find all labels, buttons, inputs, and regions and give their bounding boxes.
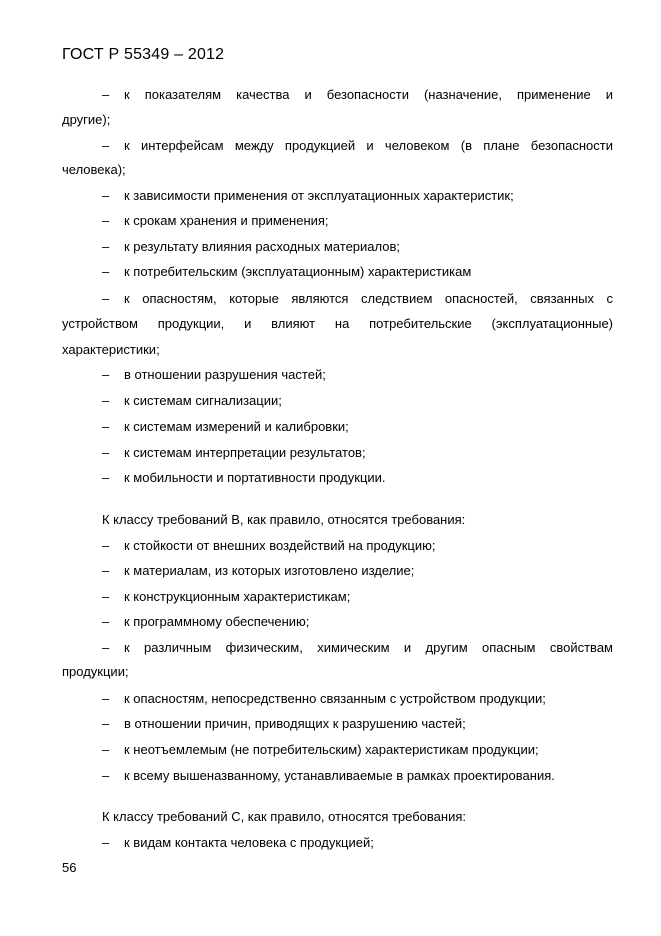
list-dash: – [102, 614, 110, 629]
list-dash: – [102, 716, 110, 731]
list-dash: – [102, 538, 110, 553]
list-dash: – [102, 291, 110, 306]
list-dash: – [102, 563, 110, 578]
list-dash: – [102, 640, 110, 655]
line-text: к опасностям, непосредственно связанным с устройством продукции; [124, 691, 546, 706]
list-item [102, 470, 613, 486]
list-item [102, 742, 613, 758]
line-text: к различным физическим, химическим и другим опасным свойствам [124, 640, 613, 655]
page-header-title: ГОСТ Р 55349 – 2012 [62, 46, 225, 63]
list-dash: – [102, 213, 110, 228]
list-item [102, 614, 613, 630]
list-item [102, 835, 613, 851]
paragraph-line [102, 809, 613, 825]
list-item [102, 264, 613, 280]
list-dash: – [102, 264, 110, 279]
line-text: к системам интерпретации результатов; [124, 445, 366, 460]
list-item [102, 393, 613, 409]
line-text: к системам измерений и калибровки; [124, 419, 349, 434]
line-text: к конструкционным характеристикам; [124, 589, 351, 604]
line-text: к всему вышеназванному, устанавливаемые в рамках проектирования. [124, 768, 555, 783]
list-dash: – [102, 470, 110, 485]
line-text: к опасностям, которые являются следствием опасностей, связанных с [124, 291, 613, 306]
line-text: характеристики; [62, 342, 160, 357]
list-dash: – [102, 742, 110, 757]
line-text: к стойкости от внешних воздействий на продукцию; [124, 538, 436, 553]
line-text: к интерфейсам между продукцией и человеком (в плане безопасности [124, 138, 613, 153]
list-item [102, 239, 613, 255]
list-dash: – [102, 589, 110, 604]
list-item [102, 188, 613, 204]
continuation-line [62, 112, 613, 128]
list-dash: – [102, 367, 110, 382]
line-text: человека); [62, 162, 126, 177]
line-text: К классу требований С, как правило, относятся требования: [102, 809, 466, 824]
list-item [102, 87, 613, 103]
list-item [102, 563, 613, 579]
line-text: другие); [62, 112, 111, 127]
line-text: продукции; [62, 664, 129, 679]
line-text: к зависимости применения от эксплуатационных характеристик; [124, 188, 514, 203]
line-text: к мобильности и портативности продукции. [124, 470, 386, 485]
line-text: к срокам хранения и применения; [124, 213, 329, 228]
continuation-line [62, 162, 613, 178]
list-item [102, 367, 613, 383]
line-text: к потребительским (эксплуатационным) характеристикам [124, 264, 472, 279]
line-text: к показателям качества и безопасности (назначение, применение и [124, 87, 613, 102]
line-text: К классу требований В, как правило, относятся требования: [102, 512, 466, 527]
list-item [102, 291, 613, 307]
line-text: к материалам, из которых изготовлено изделие; [124, 563, 415, 578]
line-text: в отношении причин, приводящих к разрушению частей; [124, 716, 466, 731]
line-text: к неотъемлемым (не потребительским) характеристикам продукции; [124, 742, 539, 757]
list-dash: – [102, 835, 110, 850]
list-item [102, 419, 613, 435]
list-dash: – [102, 138, 110, 153]
line-text: в отношении разрушения частей; [124, 367, 326, 382]
list-dash: – [102, 188, 110, 203]
list-item [102, 445, 613, 461]
list-dash: – [102, 445, 110, 460]
page-number: 56 [62, 860, 77, 875]
list-item [102, 538, 613, 554]
list-item [102, 589, 613, 605]
line-text: устройством продукции, и влияют на потребительские (эксплуатационные) [62, 316, 613, 331]
list-dash: – [102, 691, 110, 706]
list-item [102, 640, 613, 656]
list-dash: – [102, 87, 110, 102]
list-dash: – [102, 419, 110, 434]
continuation-line [62, 316, 613, 332]
line-text: к видам контакта человека с продукцией; [124, 835, 374, 850]
list-item [102, 768, 613, 784]
line-text: к результату влияния расходных материалов; [124, 239, 400, 254]
list-dash: – [102, 239, 110, 254]
list-item [102, 691, 613, 707]
list-dash: – [102, 768, 110, 783]
list-item [102, 138, 613, 154]
list-item [102, 213, 613, 229]
list-item [102, 716, 613, 732]
continuation-line [62, 664, 613, 680]
paragraph-line [102, 512, 613, 528]
continuation-line [62, 342, 613, 358]
list-dash: – [102, 393, 110, 408]
line-text: к программному обеспечению; [124, 614, 310, 629]
line-text: к системам сигнализации; [124, 393, 282, 408]
